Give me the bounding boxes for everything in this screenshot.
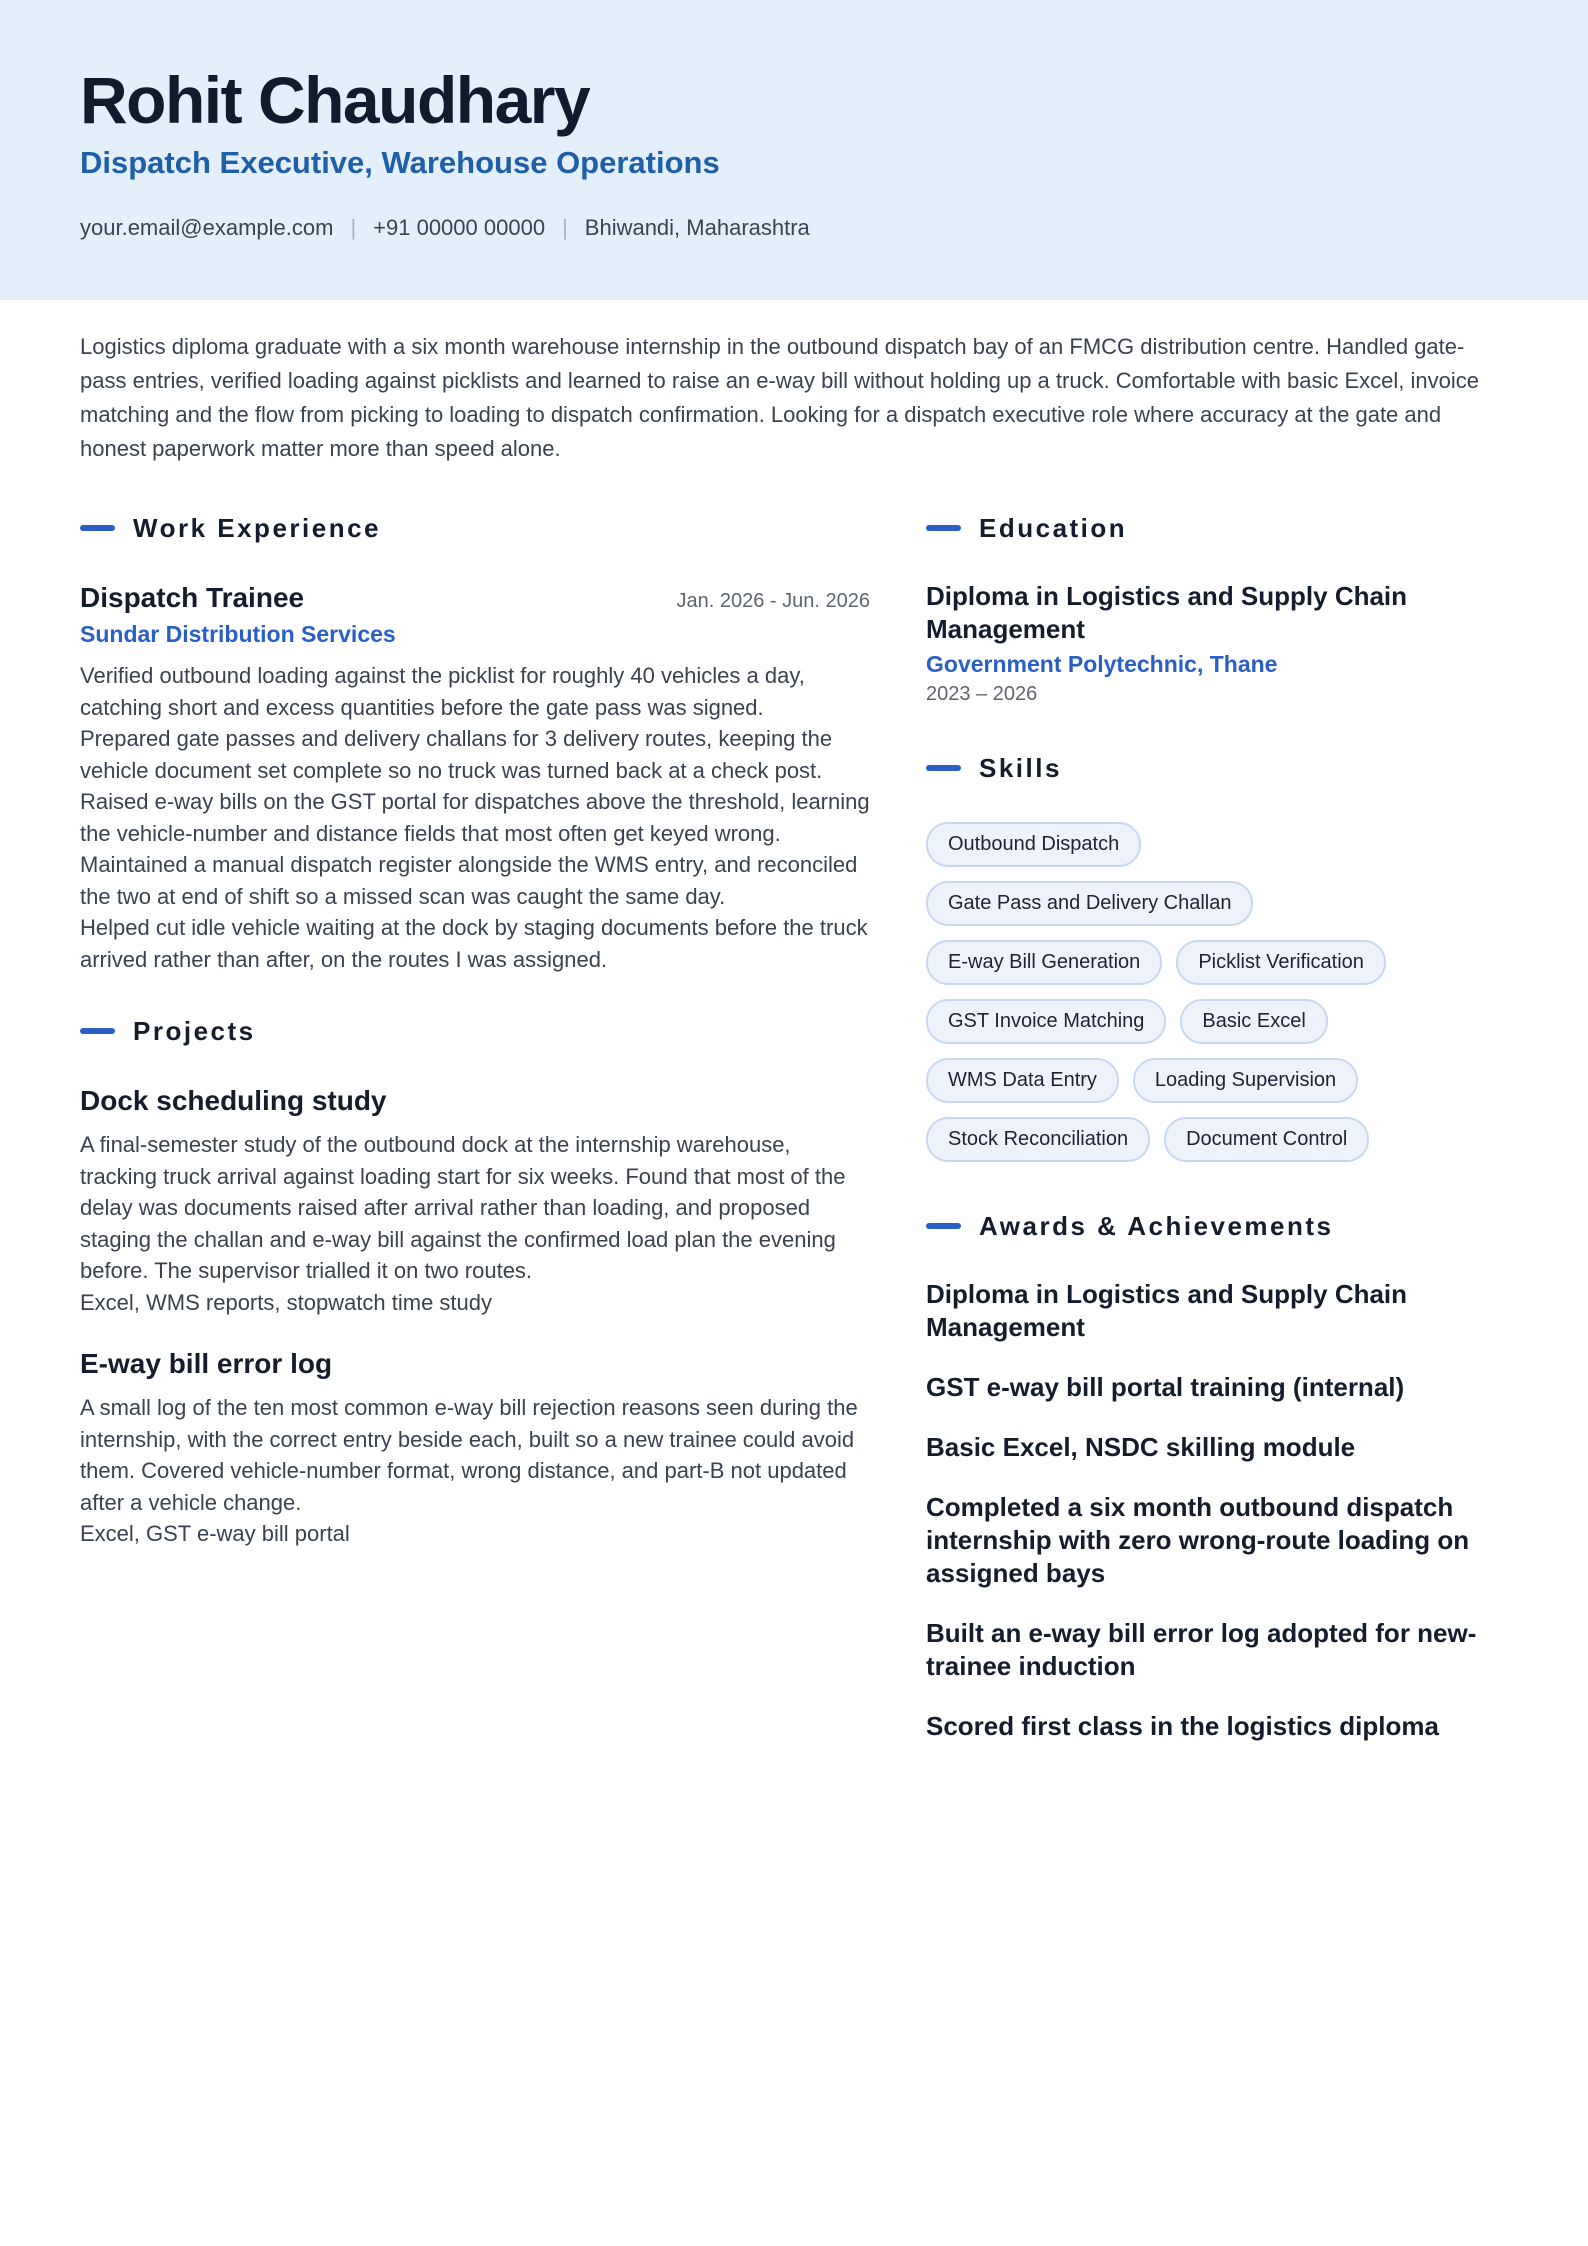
job-bullet: Verified outbound loading against the picklist for roughly 40 vehicles a day, catching short and excess quantities before the gate pass was signed. <box>80 663 805 720</box>
contact-separator: | <box>562 215 568 240</box>
award-item: Basic Excel, NSDC skilling module <box>926 1432 1356 1462</box>
job-company: Sundar Distribution Services <box>80 621 396 647</box>
project-tech: Excel, GST e-way bill portal <box>80 1521 350 1546</box>
job-bullet: Maintained a manual dispatch register alongside the WMS entry, and reconciled the two at end of shift so a missed scan was caught the same day. <box>80 852 858 909</box>
award-item: Diploma in Logistics and Supply Chain Management <box>926 1279 1408 1342</box>
section-accent-bar <box>926 765 961 771</box>
resume-header <box>0 0 1588 300</box>
award-item: Built an e-way bill error log adopted for new-trainee induction <box>926 1618 1477 1681</box>
education-school: Government Polytechnic, Thane <box>926 651 1278 677</box>
skill-chip: E-way Bill Generation <box>926 940 1162 985</box>
education-years: 2023 – 2026 <box>926 683 1038 705</box>
contact-separator: | <box>350 215 357 240</box>
section-accent-bar <box>926 525 961 531</box>
award-item: Scored first class in the logistics diploma <box>926 1711 1439 1741</box>
skill-chip: Stock Reconciliation <box>926 1117 1150 1162</box>
project-title: E-way bill error log <box>80 1348 333 1379</box>
education-section-heading <box>926 510 1516 546</box>
contact-email: your.email@example.com <box>80 215 334 240</box>
section-title: Work Experience <box>133 512 382 543</box>
candidate-name: Rohit Chaudhary <box>80 63 590 137</box>
skill-chip: Document Control <box>1164 1117 1369 1162</box>
section-title: Education <box>979 512 1128 543</box>
projects-section-heading <box>80 1013 870 1049</box>
contact-line <box>80 212 810 244</box>
award-item: Completed a six month outbound dispatch internship with zero wrong-route loading on assigned bays <box>926 1492 1470 1588</box>
awards-section-heading <box>926 1208 1516 1244</box>
skill-chip: GST Invoice Matching <box>926 999 1166 1044</box>
section-accent-bar <box>80 1028 115 1034</box>
section-accent-bar <box>926 1223 961 1229</box>
skills-list <box>926 822 1486 1162</box>
section-title: Projects <box>133 1015 256 1046</box>
skill-chip: Basic Excel <box>1180 999 1327 1044</box>
job-role: Dispatch Trainee <box>80 582 305 613</box>
project-item <box>80 1346 870 1550</box>
right-column <box>926 510 1516 1770</box>
project-title: Dock scheduling study <box>80 1085 387 1116</box>
section-accent-bar <box>80 525 115 531</box>
job-bullet: Helped cut idle vehicle waiting at the dock by staging documents before the truck arrived rather than after, on the routes I was assigned. <box>80 915 868 972</box>
project-item <box>80 1083 870 1318</box>
project-description: A final-semester study of the outbound dock at the internship warehouse, tracking truck arrival against loading start for six weeks. Found that most of the delay was documents raised after arrival rather than loading, and proposed staging the challan and e-way bill against the confirmed load plan the evening before. The supervisor trialled it on two routes. <box>80 1132 846 1283</box>
skill-chip: WMS Data Entry <box>926 1058 1119 1103</box>
candidate-title: Dispatch Executive, Warehouse Operations <box>80 145 720 180</box>
project-tech: Excel, WMS reports, stopwatch time study <box>80 1289 493 1315</box>
section-title: Skills <box>979 752 1062 783</box>
skill-chip: Loading Supervision <box>1133 1058 1358 1103</box>
job-bullet: Prepared gate passes and delivery challans for 3 delivery routes, keeping the vehicle document set complete so no truck was turned back at a check post. <box>80 726 833 783</box>
work-section-heading <box>80 510 870 546</box>
section-title: Awards & Achievements <box>979 1210 1334 1241</box>
skills-section-heading <box>926 750 1516 786</box>
job-dates: Jan. 2026 - Jun. 2026 <box>676 590 870 612</box>
awards-list <box>926 1278 1516 1743</box>
job-bullets <box>80 660 870 975</box>
contact-location: Bhiwandi, Maharashtra <box>584 215 810 240</box>
project-description: A small log of the ten most common e-way bill rejection reasons seen during the internship, with the correct entry beside each, built so a new trainee could avoid them. Covered vehicle-number format, wrong distance, and part-B not updated after a vehicle change. <box>80 1395 858 1515</box>
left-column <box>80 510 870 1550</box>
skill-chip: Picklist Verification <box>1176 940 1386 985</box>
skill-chip: Outbound Dispatch <box>926 822 1141 867</box>
job-header <box>80 580 870 616</box>
profile-summary: Logistics diploma graduate with a six month warehouse internship in the outbound dispatch bay of an FMCG distribution centre. Handled gate-pass entries, verified loading against picklists and learned to raise an e-way bill without holding up a truck. Comfortable with basic Excel, invoice matching and the flow from picking to loading to dispatch confirmation. Looking for a dispatch executive role where accuracy at the gate and honest paperwork matter more than speed alone. <box>80 334 1479 461</box>
award-item: GST e-way bill portal training (internal) <box>926 1372 1405 1402</box>
contact-phone: +91 00000 00000 <box>373 215 546 240</box>
job-bullet: Raised e-way bills on the GST portal for dispatches above the threshold, learning the vehicle-number and distance fields that most often get keyed wrong. <box>80 789 870 846</box>
skill-chip: Gate Pass and Delivery Challan <box>926 881 1253 926</box>
education-degree: Diploma in Logistics and Supply Chain Management <box>926 581 1408 644</box>
